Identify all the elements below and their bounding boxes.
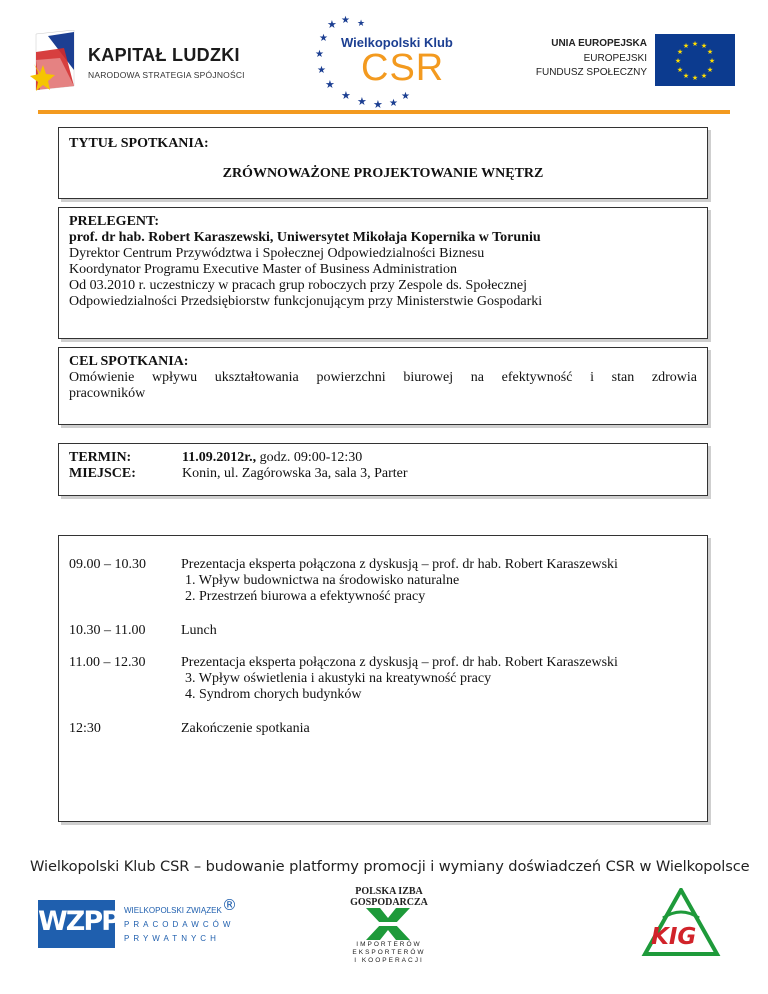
speaker-line: Od 03.2010 r. uczestniczy w pracach grup roboczych przy Zespole ds. Społecznej [69,278,527,293]
goal-text-line2: pracowników [69,386,146,401]
term-date: 11.09.2012r., [182,450,257,465]
schedule-time: 09.00 – 10.30 [69,557,146,572]
svg-text:★: ★ [373,99,383,110]
schedule-item: 4. Syndrom chorych budynków [185,687,362,702]
goal-box [58,347,708,425]
meeting-title: ZRÓWNOWAŻONE PROJEKTOWANIE WNĘTRZ [222,166,544,181]
kapital-ludzki-title: KAPITAŁ LUDZKI [88,45,240,65]
svg-text:★: ★ [682,42,690,50]
term-place-box [58,443,708,496]
speaker-box [58,207,708,339]
svg-text:★: ★ [341,90,351,102]
svg-text:★: ★ [389,98,398,109]
kapital-ludzki-logo [30,30,260,100]
kapital-ludzki-subtitle: NARODOWA STRATEGIA SPÓJNOŚCI [88,70,245,80]
pig-name-line1: POLSKA IZBA [355,886,423,897]
svg-text:★: ★ [341,15,350,26]
svg-text:★: ★ [706,66,714,74]
svg-text:★: ★ [357,18,366,28]
pig-sub-line1: IMPORTERÓW [356,941,422,948]
schedule-title: Lunch [181,623,217,638]
speaker-line: Odpowiedzialności Przedsiębiorstw funkcjonującym przy Ministerstwie Gospodarki [69,294,543,309]
term-value [182,450,362,466]
place-label: MIEJSCE: [69,466,136,481]
svg-text:★: ★ [691,40,699,48]
svg-text:★: ★ [700,42,708,50]
eu-label-line1: UNIA EUROPEJSKA [551,38,647,49]
pig-sub-line2: EKSPORTERÓW [352,949,426,956]
schedule-title: Prezentacja eksperta połączona z dyskusją – prof. dr hab. Robert Karaszewski [181,655,618,670]
schedule-time: 12:30 [69,721,101,736]
wzpp-wordmark: WZPP [38,906,119,937]
svg-text:★: ★ [401,91,410,102]
kig-wordmark: KIG [651,924,697,950]
kig-logo [641,888,721,960]
svg-text:★: ★ [691,74,699,82]
csr-club-name: Wielkopolski Klub [341,35,453,50]
eu-label-line3: FUNDUSZ SPOŁECZNY [535,67,647,78]
meeting-title-label: TYTUŁ SPOTKANIA: [69,136,209,151]
wielkopolski-klub-csr-logo [305,15,465,110]
term-hours: godz. 09:00-12:30 [256,450,363,465]
kapital-ludzki-flag-icon [30,30,78,92]
svg-text:★: ★ [676,48,684,56]
wzpp-label-line1: WIELKOPOLSKI ZWIĄZEK [124,906,222,915]
schedule-item: 1. Wpływ budownictwa na środowisko naturalne [185,573,460,588]
schedule-item: 3. Wpływ oświetlenia i akustyki na kreatywność pracy [185,671,492,686]
wzpp-logo [38,900,119,948]
svg-text:★: ★ [682,72,690,80]
schedule-box [58,535,708,822]
speaker-line: Koordynator Programu Executive Master of Business Administration [69,262,458,277]
svg-text:★: ★ [706,48,714,56]
speaker-label: PRELEGENT: [69,214,159,229]
pig-sub-line3: I KOOPERACJI [354,957,424,964]
footer-tagline: Wielkopolski Klub CSR – budowanie platformy promocji i wymiany doświadczeń CSR w Wielkopolsce [30,858,750,875]
svg-text:★: ★ [319,33,328,44]
goal-label: CEL SPOTKANIA: [69,354,189,369]
eu-social-fund-logo [525,34,735,92]
goal-text-line1: Omówienie wpływu ukształtowania powierzchni biurowej na efektywność i stan zdrowia [69,370,697,385]
svg-text:★: ★ [327,19,337,31]
pig-arrows-icon [366,908,410,940]
schedule-time: 11.00 – 12.30 [69,655,146,670]
svg-text:★: ★ [315,49,324,60]
speaker-line: Dyrektor Centrum Przywództwa i Społecznej Odpowiedzialności Biznesu [69,246,485,261]
schedule-title: Prezentacja eksperta połączona z dyskusją – prof. dr hab. Robert Karaszewski [181,557,618,572]
term-label: TERMIN: [69,450,132,465]
eu-label-line2: EUROPEJSKI [583,53,647,64]
place-value: Konin, ul. Zagórowska 3a, sala 3, Parter [182,466,408,481]
wzpp-label-line3: PRYWATNYCH [124,934,220,943]
svg-text:★: ★ [317,65,326,76]
csr-wordmark: CSR [361,47,445,89]
speaker-name: prof. dr hab. Robert Karaszewski, Uniwersytet Mikołaja Kopernika w Toruniu [69,230,541,245]
schedule-item: 2. Przestrzeń biurowa a efektywność pracy [185,589,426,604]
schedule-time: 10.30 – 11.00 [69,623,146,638]
header-divider [38,110,730,114]
svg-text:★: ★ [700,72,708,80]
meeting-title-box [58,127,708,199]
svg-text:★: ★ [325,79,335,91]
svg-text:★: ★ [676,66,684,74]
eu-flag-icon [655,34,735,86]
svg-text:★: ★ [708,57,716,65]
svg-text:★: ★ [674,57,682,65]
svg-text:★: ★ [357,96,367,108]
wzpp-label-line2: PRACODAWCÓW [124,920,235,929]
registered-mark: ® [222,896,237,914]
schedule-title: Zakończenie spotkania [181,721,310,736]
pig-name-line2: GOSPODARCZA [350,897,428,908]
